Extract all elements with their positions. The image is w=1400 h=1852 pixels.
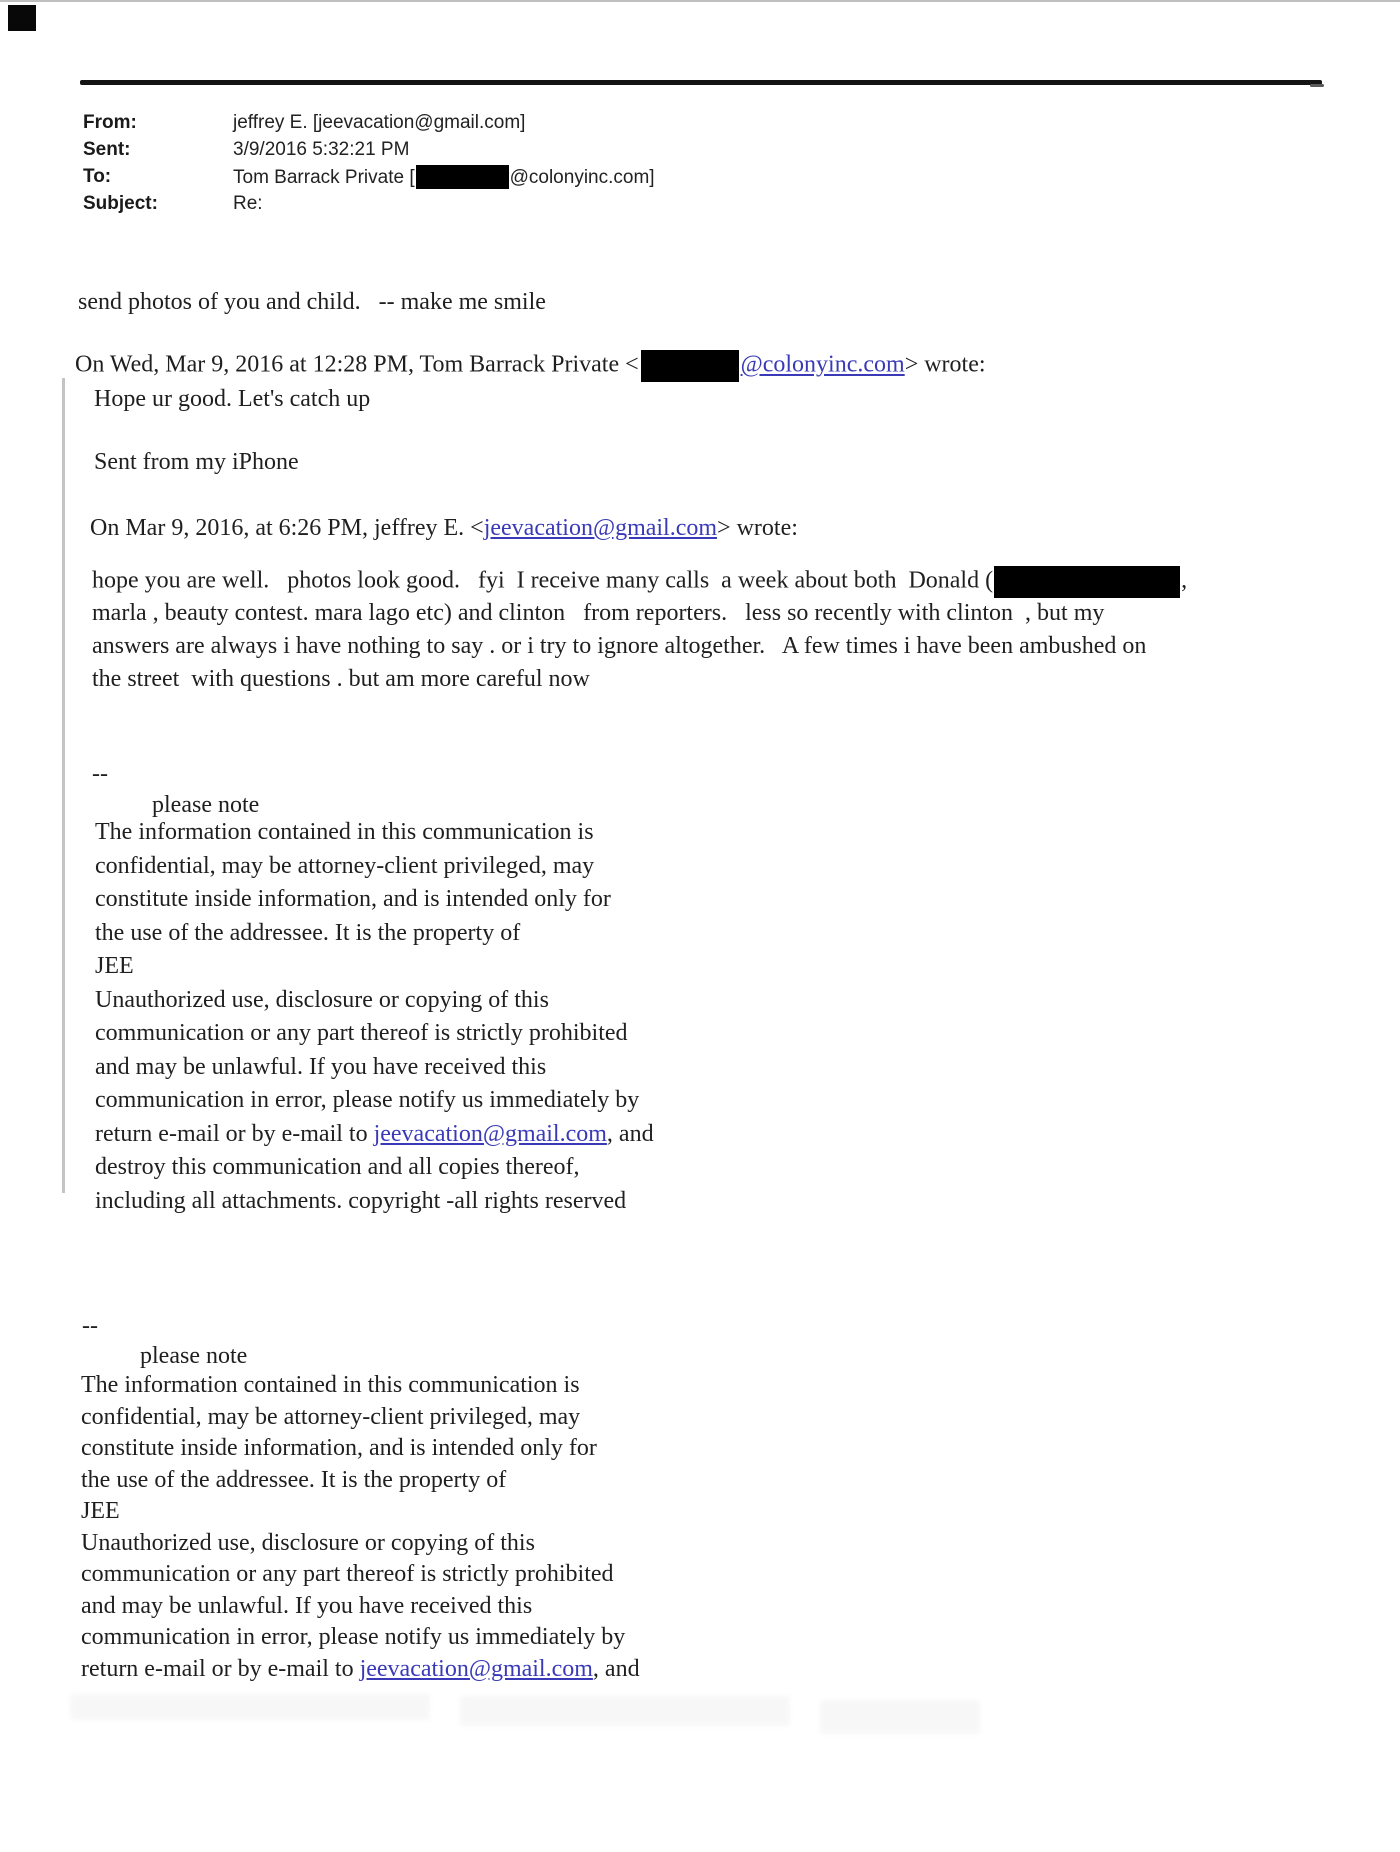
paragraph-redaction-box <box>994 566 1180 598</box>
to-label: To: <box>83 166 112 187</box>
scan-corner-mark <box>8 5 36 31</box>
signature-dashes-2: -- <box>82 1313 98 1339</box>
quote-attribution-onwed <box>75 350 986 382</box>
onwed-text: On Wed, Mar 9, 2016 at 12:28 PM, Tom Barrack Private < <box>75 351 639 378</box>
from-value: jeffrey E. [jeevacation@gmail.com] <box>233 112 526 133</box>
to-value-pre: Tom Barrack Private [ <box>233 167 415 189</box>
onmar-text: On Mar 9, 2016, at 6:26 PM, jeffrey E. < <box>90 515 484 541</box>
paragraph-line-4: the street with questions . but am more careful now <box>92 666 590 692</box>
disclaimer2-line-4: the use of the addressee. It is the property of <box>81 1466 507 1493</box>
scan-top-edge-line <box>0 0 1400 2</box>
disclaimer1-line-8: and may be unlawful. If you have received this <box>95 1053 547 1080</box>
onwed-redaction-box <box>641 350 739 382</box>
paragraph-line-1-text: hope you are well. photos look good. fyi I receive many calls a week about both Donald ( <box>92 567 994 594</box>
disclaimer1-line-9: communication in error, please notify us immediately by <box>95 1087 640 1113</box>
disclaimer2-line-2: confidential, may be attorney-client privileged, may <box>81 1403 581 1430</box>
disclaimer2-line-5: JEE <box>81 1498 120 1524</box>
disclaimer1-line-10-pre: return e-mail or by e-mail to <box>95 1120 374 1147</box>
scan-ghost-artifact <box>70 1694 430 1720</box>
colonyinc-email-link[interactable]: @colonyinc.com <box>740 351 905 378</box>
scan-ghost-artifact <box>460 1696 790 1726</box>
disclaimer1-line-6: Unauthorized use, disclosure or copying of this <box>95 986 549 1013</box>
disclaimer2-line-8: and may be unlawful. If you have received this <box>81 1592 533 1619</box>
disclaimer2-line-10 <box>81 1655 640 1687</box>
disclaimer2-line-1: The information contained in this communication is <box>81 1372 580 1398</box>
to-redaction-box <box>416 165 509 189</box>
quote-attribution-onmar <box>90 514 798 542</box>
body-line-send-photos: send photos of you and child. -- make me smile <box>78 289 546 315</box>
signature-dashes-1: -- <box>92 761 108 787</box>
disclaimer1-jeevacation-link[interactable]: jeevacation@gmail.com <box>373 1120 607 1147</box>
jeevacation-email-link[interactable]: jeevacation@gmail.com <box>483 515 718 541</box>
header-row-subject <box>83 193 655 220</box>
disclaimer-block-1 <box>95 818 654 1220</box>
disclaimer1-line-12: including all attachments. copyright -all rights reserved <box>95 1187 627 1214</box>
disclaimer1-line-3: constitute inside information, and is intended only for <box>95 886 611 912</box>
disclaimer1-line-4: the use of the addressee. It is the property of <box>95 919 521 946</box>
disclaimer1-line-1: The information contained in this communication is <box>95 819 594 845</box>
onwed-wrote: > wrote: <box>904 351 986 378</box>
quote-indent-bar <box>62 378 65 1193</box>
disclaimer1-line-10 <box>95 1120 654 1154</box>
quoted-line-sent-from-iphone: Sent from my iPhone <box>94 449 299 475</box>
disclaimer-block-2 <box>81 1371 640 1686</box>
please-note-title-2: please note <box>140 1343 248 1369</box>
disclaimer2-line-7: communication or any part thereof is strictly prohibited <box>81 1561 614 1587</box>
disclaimer2-jeevacation-link[interactable]: jeevacation@gmail.com <box>359 1655 593 1682</box>
paragraph-line-2: marla , beauty contest. mara lago etc) and clinton from reporters. less so recently with clinton , but my <box>92 600 1105 626</box>
to-value-post: @colonyinc.com] <box>509 167 655 189</box>
sent-value: 3/9/2016 5:32:21 PM <box>233 139 410 160</box>
header-row-sent <box>83 139 655 166</box>
disclaimer1-line-5: JEE <box>95 953 134 979</box>
paragraph-line-1-comma: , <box>1181 567 1188 594</box>
disclaimer2-line-3: constitute inside information, and is intended only for <box>81 1435 597 1461</box>
scan-ghost-artifact <box>820 1700 980 1734</box>
disclaimer2-line-10-pre: return e-mail or by e-mail to <box>81 1655 360 1682</box>
quoted-line-hope-ur-good: Hope ur good. Let's catch up <box>94 386 371 412</box>
paragraph-line-1 <box>92 566 1187 599</box>
sent-label: Sent: <box>83 139 131 160</box>
email-header <box>83 112 655 220</box>
from-label: From: <box>83 112 137 133</box>
body-paragraph <box>92 566 1187 698</box>
to-value <box>233 166 655 190</box>
please-note-title-1: please note <box>152 792 260 818</box>
disclaimer2-line-6: Unauthorized use, disclosure or copying of this <box>81 1529 535 1556</box>
subject-value: Re: <box>233 193 263 214</box>
subject-label: Subject: <box>83 193 158 214</box>
onmar-wrote: > wrote: <box>717 515 798 541</box>
disclaimer1-line-10-post: , and <box>606 1120 654 1147</box>
header-divider-rule-tail <box>1310 84 1324 87</box>
header-row-from <box>83 112 655 139</box>
header-row-to <box>83 166 655 193</box>
header-divider-rule <box>80 80 1322 85</box>
disclaimer1-line-2: confidential, may be attorney-client privileged, may <box>95 852 595 879</box>
disclaimer1-line-11: destroy this communication and all copies thereof, <box>95 1154 580 1180</box>
disclaimer2-line-9: communication in error, please notify us immediately by <box>81 1624 626 1650</box>
disclaimer2-line-10-post: , and <box>592 1655 640 1682</box>
disclaimer1-line-7: communication or any part thereof is strictly prohibited <box>95 1020 628 1046</box>
paragraph-line-3: answers are always i have nothing to say . or i try to ignore altogether. A few times i have been ambushed on <box>92 633 1147 659</box>
